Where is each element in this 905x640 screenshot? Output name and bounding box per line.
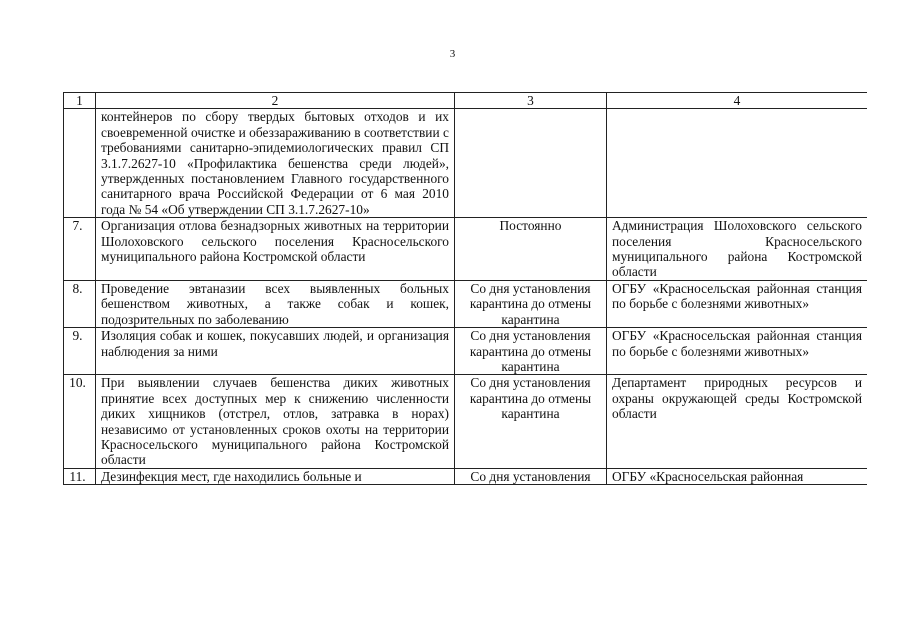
activity-text: контейнеров по сбору твердых бытовых отходов и их своевременной очистке и обеззараживанию в соответствии с требованиями санитарно-эпидемиологических правил СП 3.1.7.2627-10 «Профилактика бешенства среди людей», утвержденных постановлением Главного государственного санитарного врача Российской Федерации от 6 мая 2010 года № 54 «Об утверждении СП 3.1.7.2627-10» <box>101 109 449 217</box>
activity-text: Дезинфекция мест, где находились больные и <box>101 468 362 484</box>
term-cell: Со дня установления карантина до отмены карантина <box>455 280 607 327</box>
responsible-cell: Администрация Шолоховского сельского поселения Красносельского муниципального района Костромской области <box>607 218 868 281</box>
table-row <box>64 375 868 468</box>
activity-cell <box>96 218 455 281</box>
term-cell <box>455 109 607 218</box>
term-cell: Со дня установления карантина до отмены карантина <box>455 375 607 468</box>
header-col-1: 1 <box>64 93 96 109</box>
responsible-cell: ОГБУ «Красносельская районная станция по борьбе с болезнями животных» <box>607 280 868 327</box>
activity-text: Организация отлова безнадзорных животных на территории Шолоховского сельского поселения Красносельского муниципального района Костромской области <box>101 218 449 265</box>
term-cell: Постоянно <box>455 218 607 281</box>
responsible-cell: ОГБУ «Красносельская районная <box>607 468 868 484</box>
table-row <box>64 280 868 327</box>
term-cell: Со дня установления <box>455 468 607 484</box>
activity-text: Изоляция собак и кошек, покусавших людей, и организация наблюдения за ними <box>101 328 449 359</box>
activity-cell <box>96 375 455 468</box>
activity-cell <box>96 280 455 327</box>
header-col-3: 3 <box>455 93 607 109</box>
activity-text: Проведение эвтаназии всех выявленных больных бешенством животных, а также собак и кошек, подозрительных по заболеванию <box>101 280 449 327</box>
header-col-2: 2 <box>96 93 455 109</box>
table-row <box>64 468 868 484</box>
activity-cell <box>96 468 455 484</box>
term-cell: Со дня установления карантина до отмены карантина <box>455 328 607 375</box>
responsible-cell <box>607 109 868 218</box>
row-number <box>64 109 96 218</box>
row-number: 9. <box>64 328 96 375</box>
page-number: 3 <box>449 48 456 60</box>
row-number: 10. <box>64 375 96 468</box>
table-row <box>64 328 868 375</box>
measures-table-container <box>63 92 867 568</box>
activity-text: При выявлении случаев бешенства диких животных принятие всех доступных мер к снижению численности диких хищников (отстрел, отлов, затравка в норах) независимо от установленных сроков охоты на территории Красносельского муниципального района Костромской области <box>101 375 449 468</box>
responsible-cell: Департамент природных ресурсов и охраны окружающей среды Костромской области <box>607 375 868 468</box>
table-row <box>64 218 868 281</box>
activity-cell <box>96 328 455 375</box>
row-number: 7. <box>64 218 96 281</box>
row-number: 8. <box>64 280 96 327</box>
responsible-cell: ОГБУ «Красносельская районная станция по борьбе с болезнями животных» <box>607 328 868 375</box>
measures-table <box>63 92 867 485</box>
activity-cell <box>96 109 455 218</box>
row-number: 11. <box>64 468 96 484</box>
table-header-row <box>64 93 868 109</box>
table-row <box>64 109 868 218</box>
header-col-4: 4 <box>607 93 868 109</box>
